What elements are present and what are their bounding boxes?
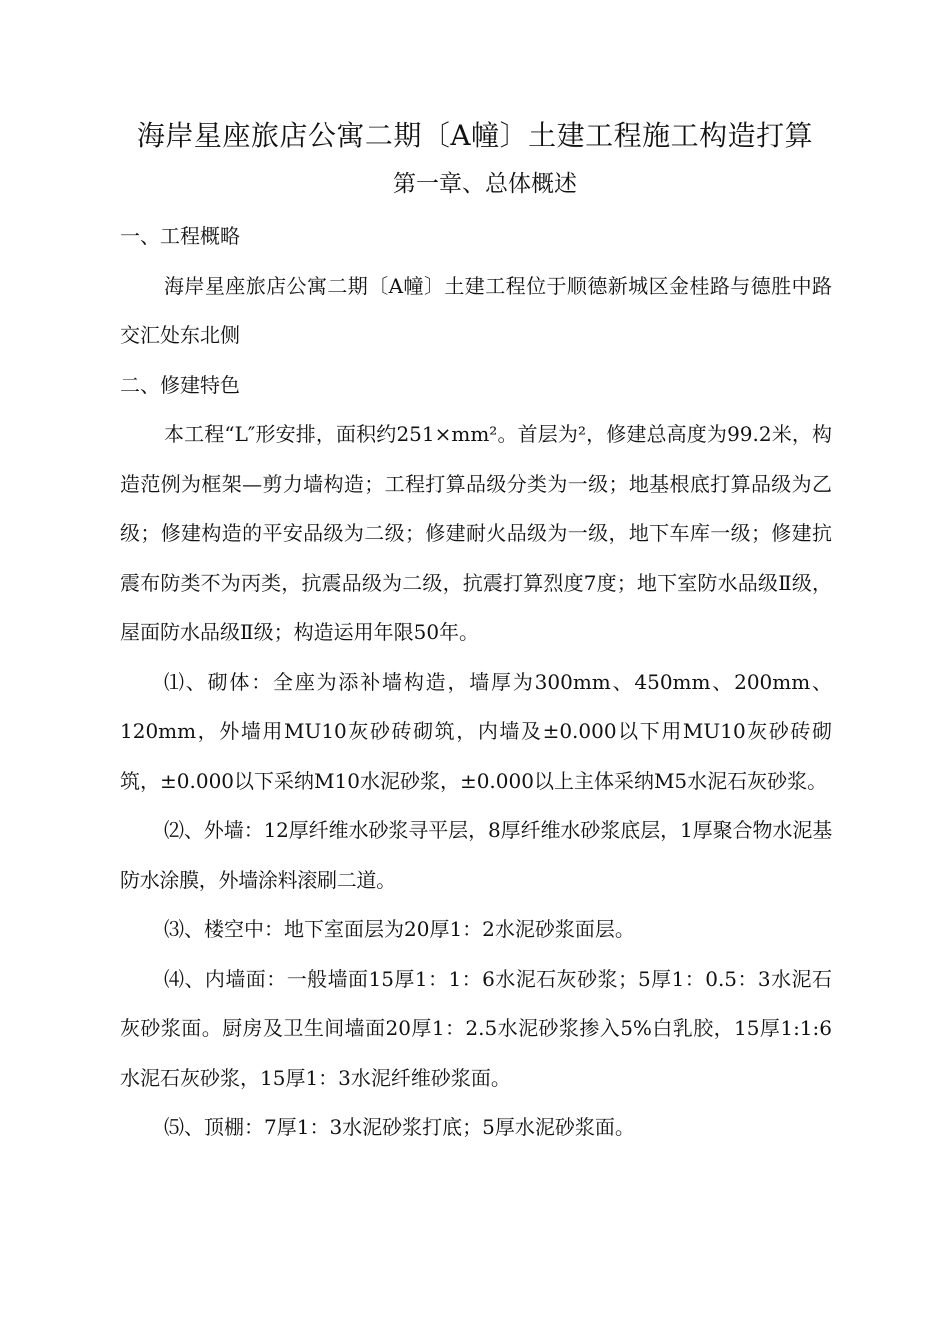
- document-title: 海岸星座旅店公寓二期〔A幢〕土建工程施工构造打算: [136, 119, 814, 152]
- section-heading-features: 二、修建特色: [120, 372, 240, 397]
- interior-wall-paragraph: ⑷、内墙面：一般墙面15厚1：1：6水泥石灰砂浆；5厚1：0.5：3水泥石灰砂浆面。厨房及卫生间墙面20厚1：2.5水泥砂浆掺入5%白乳胶，15厚1:1:6水泥石灰砂浆，15厚1：3水泥纤维砂浆面。: [120, 966, 832, 1090]
- section-heading-overview: 一、工程概略: [120, 224, 240, 248]
- ceiling-paragraph: ⑸、顶棚：7厚1：3水泥砂浆打底；5厚水泥砂浆面。: [164, 1115, 635, 1139]
- masonry-paragraph: ⑴、砌体：全座为添补墙构造，墙厚为300mm、450mm、200mm、120mm，外墙用MU10灰砂砖砌筑，内墙及±0.000以下用MU10灰砂砖砌筑，±0.000以下采纳M10水泥砂浆，±0.000以上主体采纳M5水泥石灰砂浆。: [120, 669, 832, 793]
- document-body: [120, 212, 832, 1153]
- exterior-wall-paragraph: ⑵、外墙：12厚纤维水砂浆寻平层，8厚纤维水砂浆底层，1厚聚合物水泥基防水涂膜，外墙涂料滚刷二道。: [120, 818, 832, 892]
- overview-paragraph: 海岸星座旅店公寓二期〔A幢〕土建工程位于顺德新城区金桂路与德胜中路交汇处东北侧: [120, 273, 832, 347]
- floor-paragraph: ⑶、楼空中：地下室面层为20厚1：2水泥砂浆面层。: [164, 917, 635, 941]
- chapter-title: 第一章、总体概述: [393, 171, 577, 197]
- features-paragraph: 本工程“L″形安排，面积约251×mm²。首层为²，修建总高度为99.2米，构造范例为框架—剪力墙构造；工程打算品级分类为一级；地基根底打算品级为乙级；修建构造的平安品级为二级；修建耐火品级为一级，地下车库一级；修建抗震布防类不为丙类，抗震品级为二级，抗震打算烈度7度；地下室防水品级Ⅱ级，屋面防水品级Ⅱ级；构造运用年限50年。: [120, 422, 832, 644]
